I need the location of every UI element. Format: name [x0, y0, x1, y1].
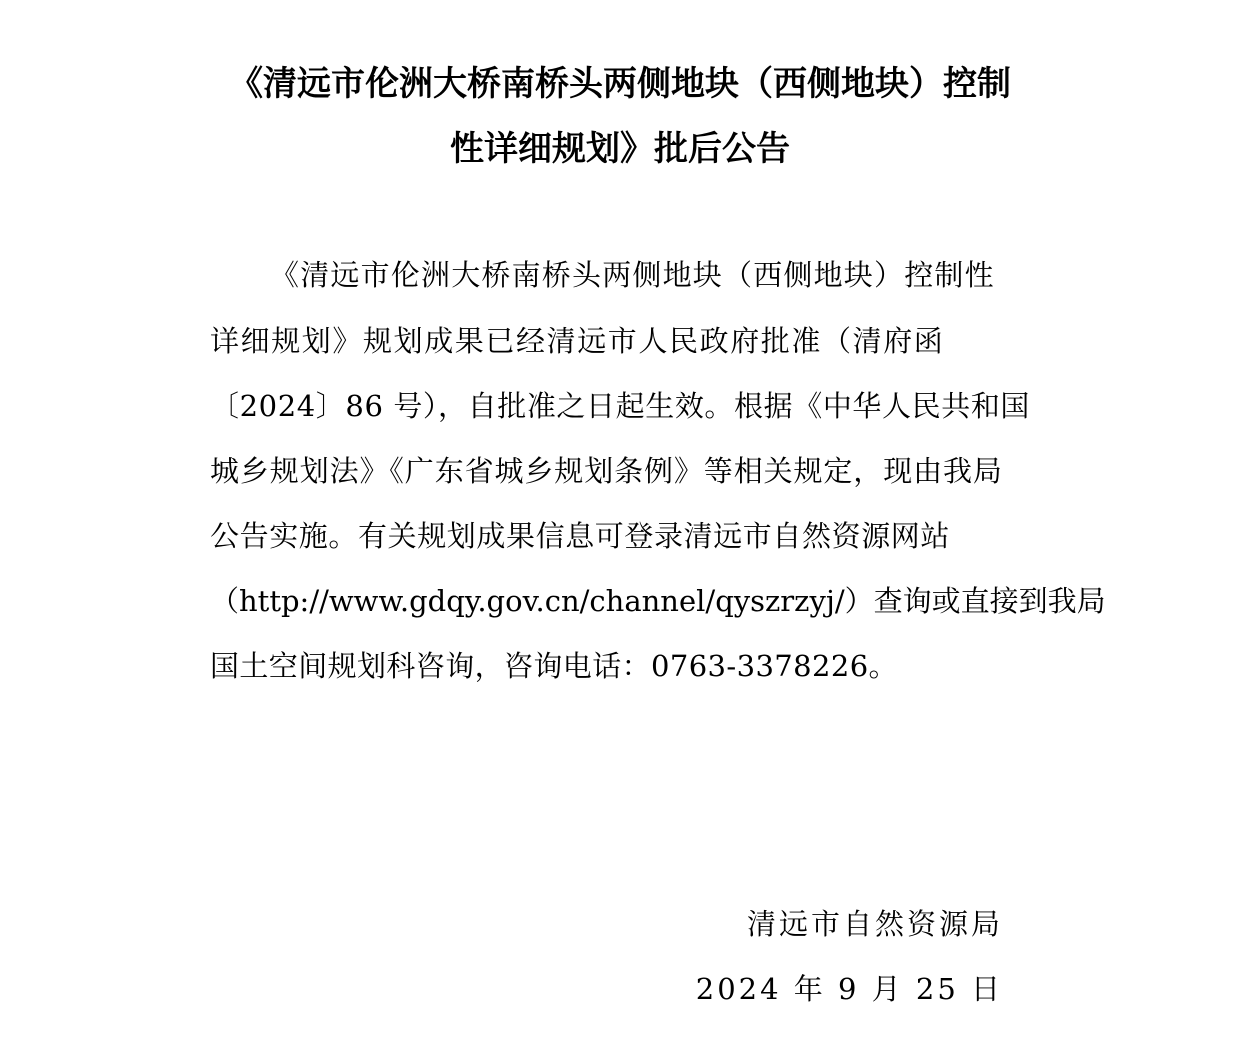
body-paragraph-line-7: 国土空间规划科咨询，咨询电话：0763-3378226。: [210, 649, 898, 683]
signature-organization: 清远市自然资源局: [746, 907, 1003, 941]
body-paragraph-line-2: 详细规划》规划成果已经清远市人民政府批准（清府函: [210, 324, 945, 358]
body-paragraph-line-1: 《清远市伦洲大桥南桥头两侧地块（西侧地块）控制性: [270, 258, 995, 292]
body-paragraph-line-5: 公告实施。有关规划成果信息可登录清远市自然资源网站: [210, 519, 951, 553]
document-title-line-1: 《清远市伦洲大桥南桥头两侧地块（西侧地块）控制: [229, 64, 1011, 104]
body-paragraph-line-4: 城乡规划法》《广东省城乡规划条例》等相关规定，现由我局: [210, 454, 1003, 488]
document-title-line-2: 性详细规划》批后公告: [450, 129, 790, 169]
body-paragraph-line-3: 〔2024〕86 号），自批准之日起生效。根据《中华人民共和国: [210, 389, 1031, 423]
body-paragraph-line-6: （http://www.gdqy.gov.cn/channel/qyszrzyj/）查询或直接到我局: [210, 584, 1106, 618]
signature-date: 2024 年 9 月 25 日: [695, 972, 1003, 1006]
